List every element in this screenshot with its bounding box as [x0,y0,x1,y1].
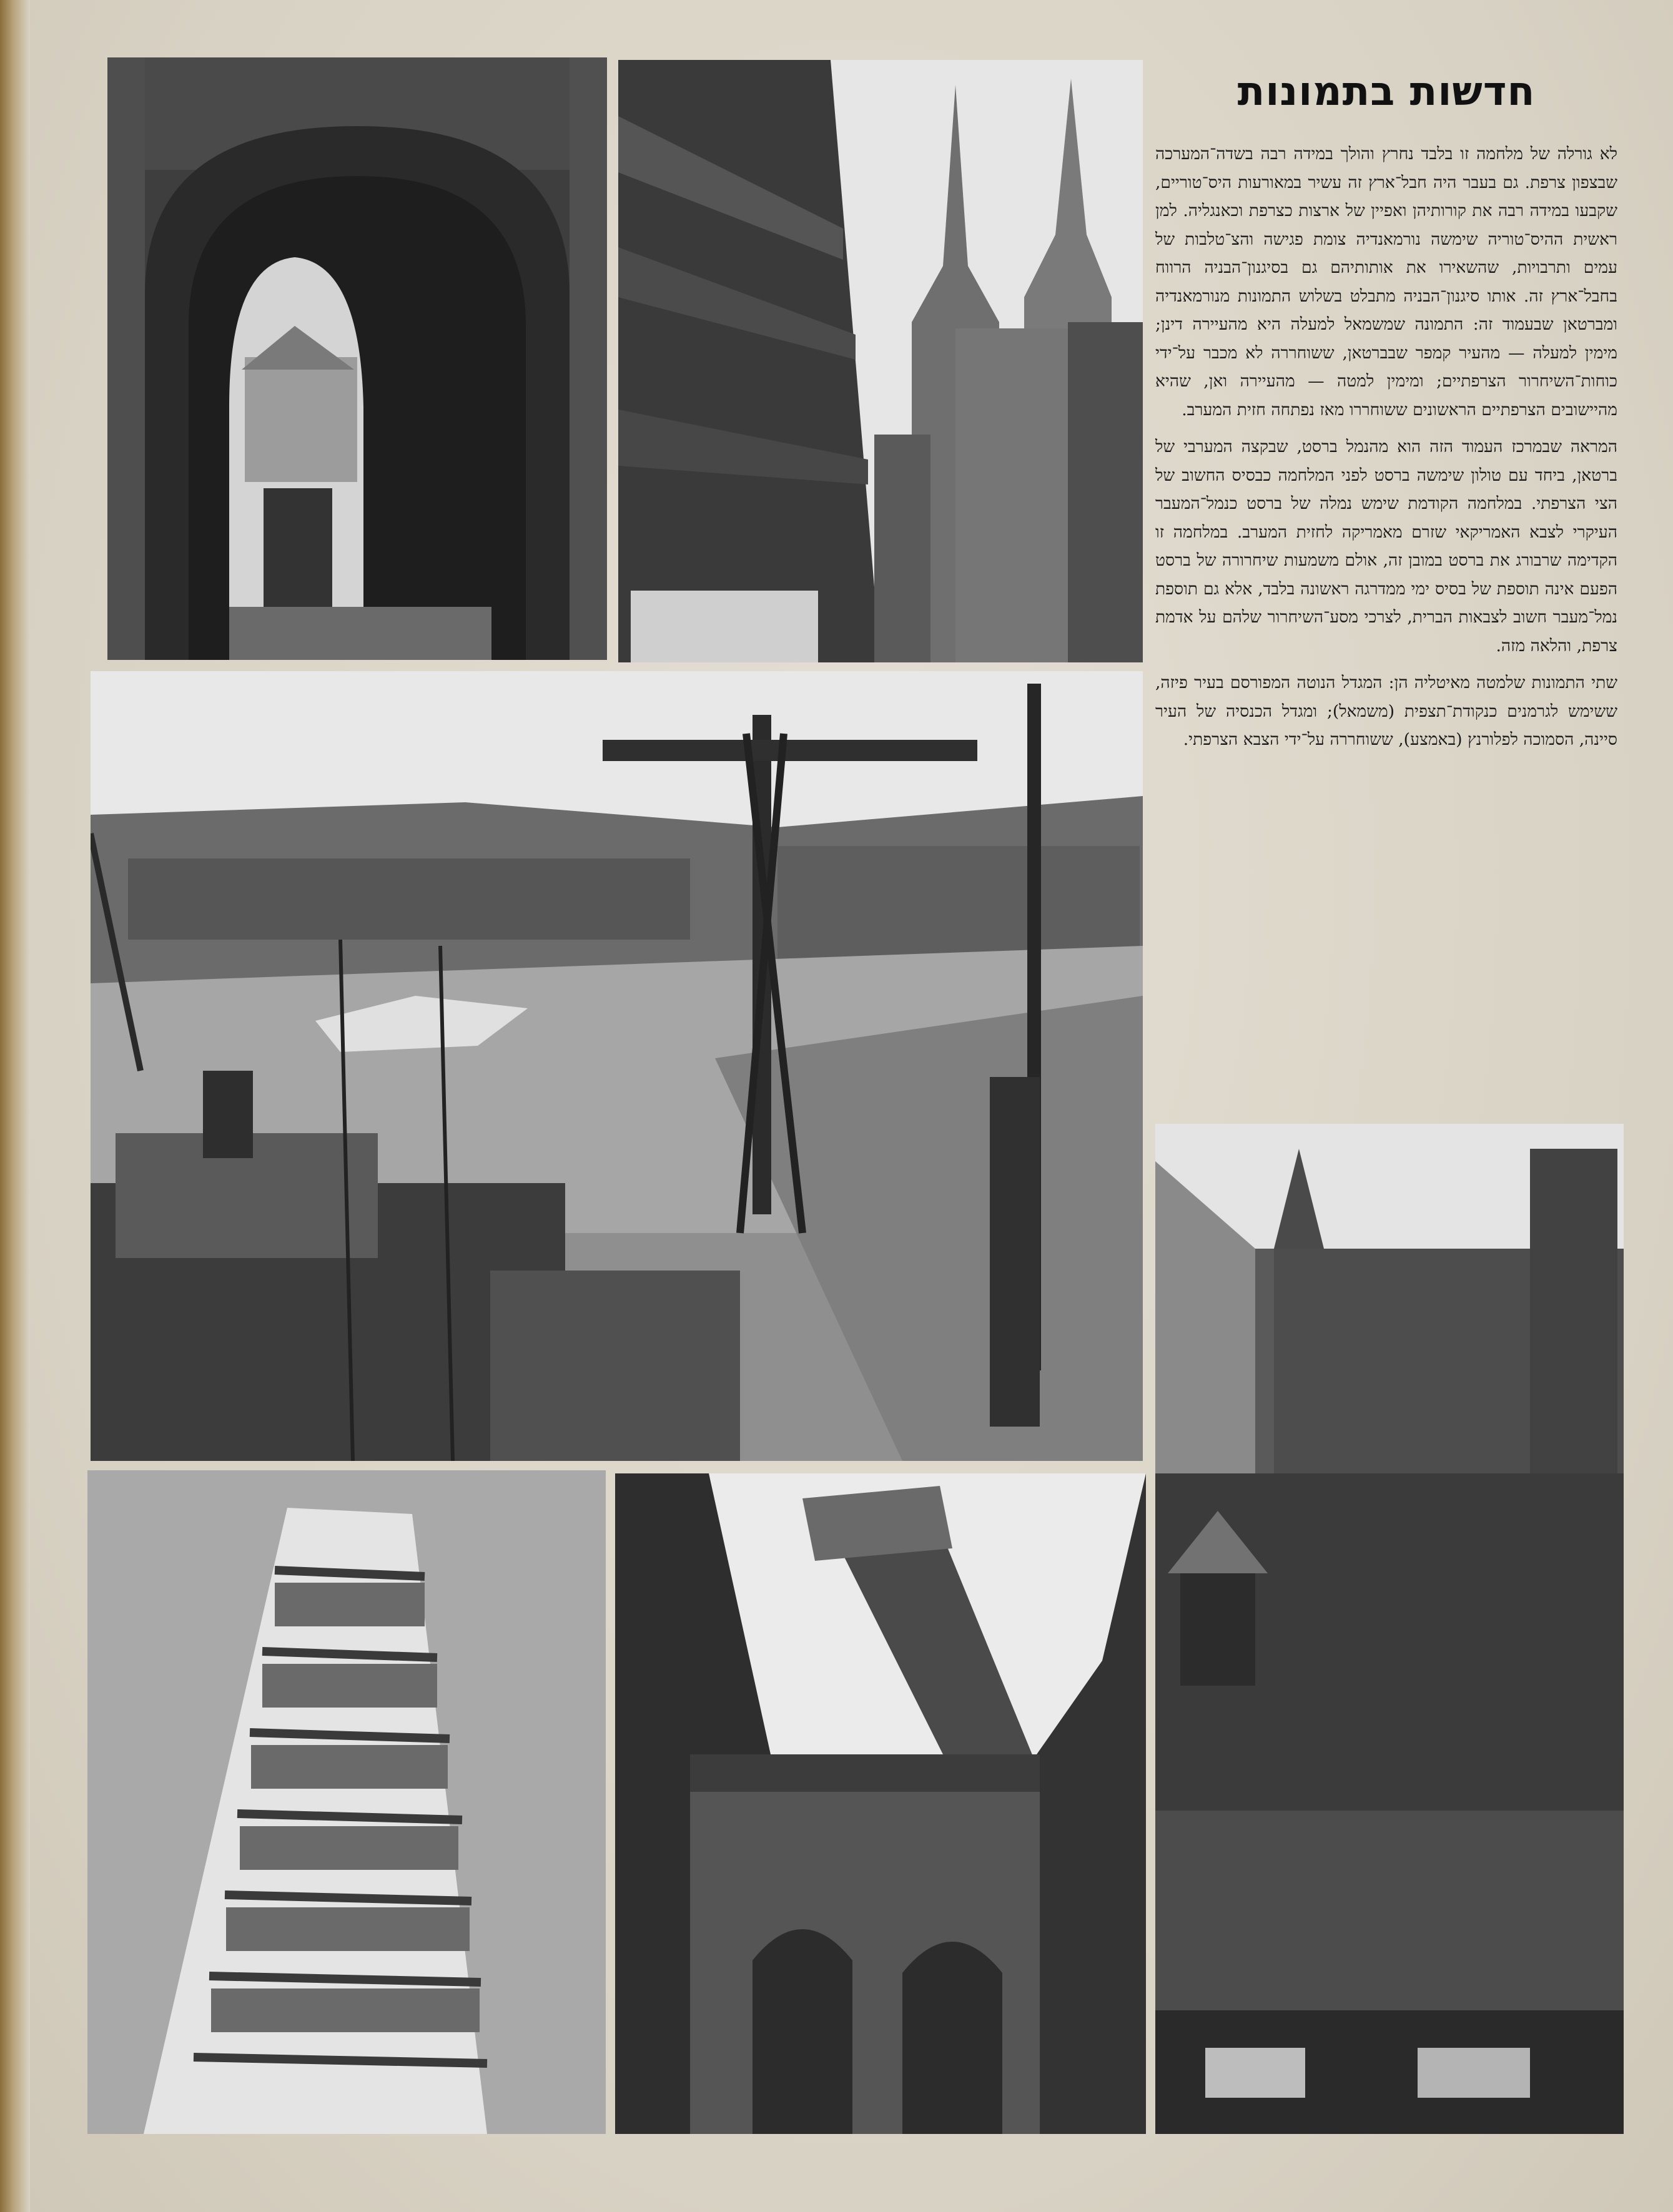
article-paragraph-1: לא גורלה של מלחמה זו בלבד נחרץ והולך במידה רבה בשדה־המערכה שבצפון צרפת. גם בעבר היה חבל־ארץ זה עשיר במאורעות היס־טוריים, שקבעו במידה רבה את קורותיהן ואפיין של ארצות כצרפת וכאנגליה. למן ראשית ההיס־טוריה שימשה נורמאנדיה צומת פגישה והצ־טלבות של עמים ותרבויות, שהשאירו את אותותיהם גם בסיגנון־הבניה הרווח בחבל־ארץ זה. אותו סיגנון־הבניה מתבלט בשלוש התמונות מנורמאנדיה ומברטאן שבעמוד זה: התמונה שמשמאל למעלה היא מהעיירה דינן; מימין למעלה — מהעיר קמפר שבברטאן, ששוחררה לא מכבר על־ידי כוחות־השיחרור הצרפתיים; ומימין למטה — מהעיירה ואן, שהיא מהיישובים הצרפתיים הראשונים ששוחררו מאז נפתחה חזית המערב. [1155,144,1617,420]
dinan-archway-photo [107,57,607,660]
pisa-tower-photo [87,1470,606,2134]
page-edge [0,0,30,2212]
article-paragraph-3: שתי התמונות שלמטה מאיטליה הן: המגדל הנוטה המפורסם בעיר פיזה, ששימש לגרמנים כנקודת־תצפית (משמאל); ומגדל הכנסיה של העיר סיינה, הסמוכה לפלורנץ (באמצע), ששוחררה על־ידי הצבא הצרפתי. [1155,673,1617,749]
brest-harbour-photo [91,671,1143,1461]
vannes-ramparts-photo [1155,1124,1624,2134]
quimper-cathedral-photo [618,60,1143,662]
article-title: חדשות בתמונות [1237,69,1536,115]
article [1155,69,1617,1130]
article-paragraph-2: המראה שבמרכז העמוד הזה הוא מהנמל ברסט, שבקצה המערבי של ברטאן, ביחד עם טולון שימשה ברסט לפני המלחמה כבסיס החשוב של הצי הצרפתי. במלחמה הקודמת שימש נמלה של ברסט כנמל־המעבר העיקרי לצבא האמריקאי שזרם מאמריקה לחזית המערב. במלחמה זו הקדימה שרבורג את ברסט במובן זה, אולם משמעות שיחרורה של ברסט הפעם אינה תוספת של בסיס ימי ממדרגה ראשונה בלבד, אלא גם תוספת נמל־מעבר חשוב לצבאות הברית, לצרכי מסע־השיחרור שלהם על אדמת צרפת, והלאה מזה. [1155,437,1617,656]
siena-tower-photo [615,1473,1146,2134]
